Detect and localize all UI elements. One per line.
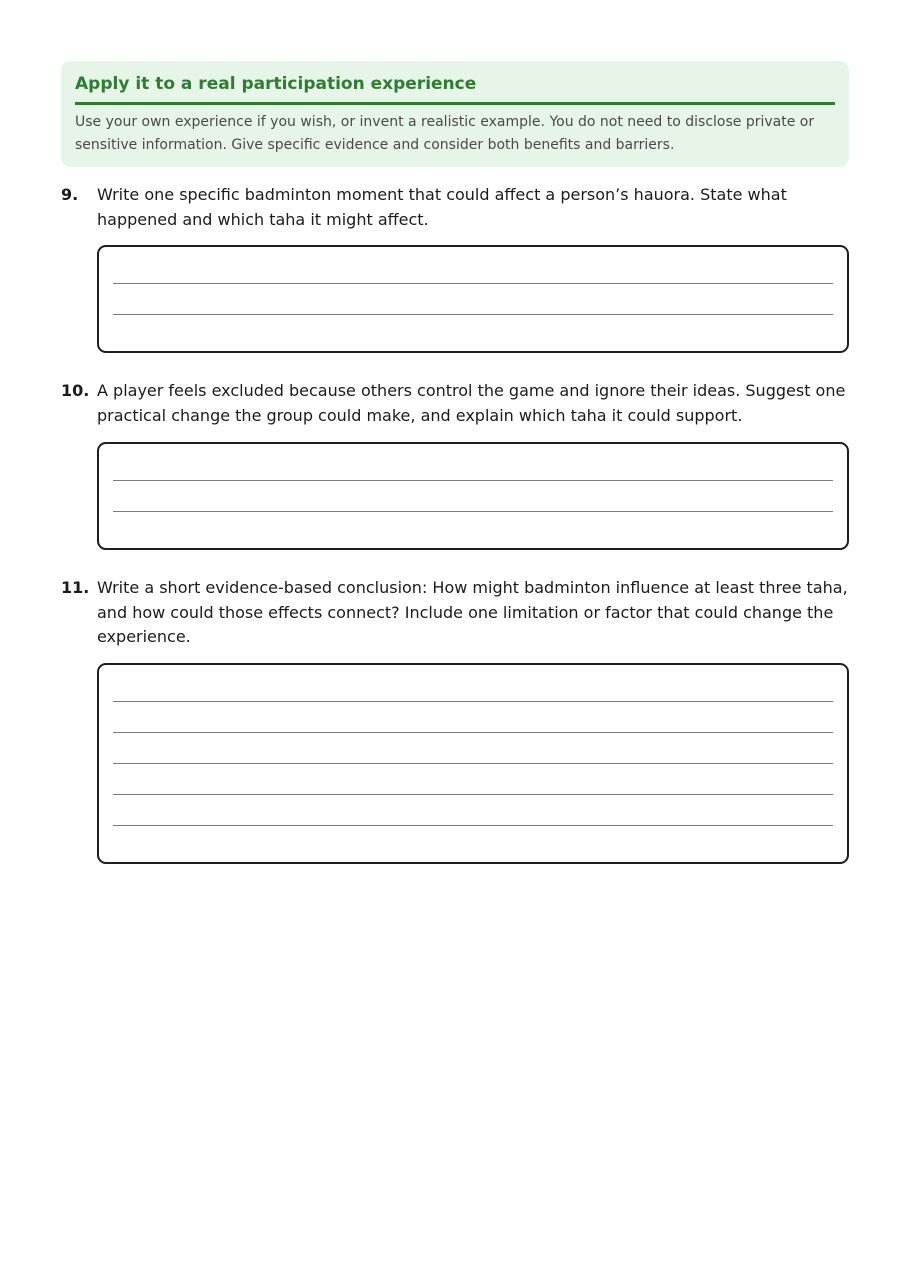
- instruction-callout: [61, 61, 849, 167]
- question-text: A player feels excluded because others control the game and ignore their ideas. Suggest one practical change the group could make, and explain which taha it could support.: [97, 381, 846, 425]
- question-text: Write a short evidence-based conclusion: How might badminton influence at least three taha, and how could those effects connect? Include one limitation or factor that could change the experience.: [97, 578, 848, 646]
- answer-line: [113, 763, 833, 764]
- question-number: 10.: [61, 381, 90, 400]
- answer-box-10[interactable]: [97, 442, 849, 550]
- callout-text: Use your own experience if you wish, or invent a realistic example. You do not need to disclose private or sensitive information. Give specific evidence and consider both benefits and barriers.: [75, 114, 815, 153]
- callout-title: Apply it to a real participation experience: [75, 73, 835, 105]
- answer-line: [113, 314, 833, 315]
- answer-box-11[interactable]: [97, 663, 849, 864]
- question-number: 9.: [61, 185, 79, 204]
- question-10: [61, 379, 851, 428]
- answer-line: [113, 511, 833, 512]
- answer-line: [113, 825, 833, 826]
- answer-line: [113, 794, 833, 795]
- question-text: Write one specific badminton moment that could affect a person’s hauora. State what happened and which taha it might affect.: [97, 185, 787, 229]
- answer-box-9[interactable]: [97, 245, 849, 353]
- answer-line: [113, 480, 833, 481]
- question-11: [61, 576, 851, 650]
- question-number: 11.: [61, 578, 90, 597]
- question-9: [61, 183, 851, 232]
- answer-line: [113, 732, 833, 733]
- answer-line: [113, 283, 833, 284]
- answer-line: [113, 701, 833, 702]
